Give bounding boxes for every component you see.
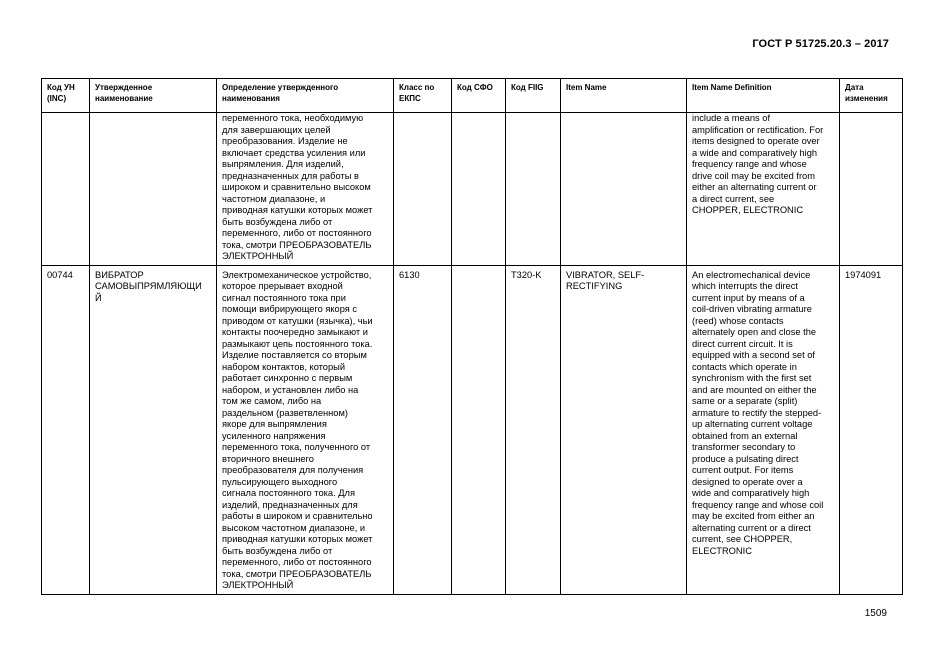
cell-date [840, 113, 903, 266]
cell-name-ru [90, 113, 217, 266]
col-header-change-date: Дата изменения [840, 79, 903, 113]
cell-item-name: VIBRATOR, SELF- RECTIFYING [561, 265, 687, 594]
document-code-header: ГОСТ Р 51725.20.3 – 2017 [752, 38, 889, 50]
cell-date: 1974091 [840, 265, 903, 594]
cell-sfo [452, 265, 506, 594]
col-header-item-name: Item Name [561, 79, 687, 113]
col-header-sfo: Код СФО [452, 79, 506, 113]
table-row [42, 113, 903, 266]
page-number: 1509 [864, 608, 887, 619]
cell-name-ru: ВИБРАТОР САМОВЫПРЯМЛЯЮЩИ Й [90, 265, 217, 594]
cell-definition-ru: Электромеханическое устройство, которое прерывает входной сигнал постоянного тока при помощи вибрирующего якоря с приводом от катушки (язычка), чьи контакты поочередно замыкают и размыкают цепь постоянного тока. Изделие поставляется со вторым набором контактов, который работает синхронно с первым набором, и установлен либо на том же самом, либо на раздельном (разветвленном) якоре для выпрямления усиленного напряжения переменного тока, полученного от вторичного внешнего преобразователя для получения пульсирующего выходного сигнала постоянного тока. Для изделий, предназначенных для работы в широком и сравнительно высоком частотном диапазоне, и приводная катушки которых может быть возбуждена либо от переменного, либо от постоянного тока, смотри ПРЕОБРАЗОВАТЕЛЬ ЭЛЕКТРОННЫЙ [217, 265, 394, 594]
cell-definition-en: include a means of amplification or rectification. For items designed to operate over a wide and comparatively high frequency range and whose drive coil may be excited from either an alternating current or a direct current, see CHOPPER, ELECTRONIC [687, 113, 840, 266]
cell-sfo [452, 113, 506, 266]
cell-class: 6130 [394, 265, 452, 594]
cell-item-name [561, 113, 687, 266]
cell-definition-en: An electromechanical device which interrupts the direct current input by means of a coil-driven vibrating armature (reed) whose contacts alternately open and close the direct current circuit. It is equipped with a second set of contacts which operate in synchronism with the first set and are mounted on either the same or a separate (split) armature to rectify the stepped- up alternating current voltage obtained from an external transformer secondary to produce a pulsating direct current output. For items designed to operate over a wide and comparatively high frequency range and whose coil may be excited from either an alternating current or a direct current, see CHOPPER, ELECTRONIC [687, 265, 840, 594]
item-names-table [41, 78, 903, 595]
cell-code: 00744 [42, 265, 90, 594]
cell-fiig [506, 113, 561, 266]
col-header-approved-name: Утвержденное наименование [90, 79, 217, 113]
col-header-item-name-definition: Item Name Definition [687, 79, 840, 113]
col-header-approved-definition: Определение утвержденного наименования [217, 79, 394, 113]
col-header-fiig: Код FIIG [506, 79, 561, 113]
col-header-code: Код УН (INC) [42, 79, 90, 113]
table-header-row [42, 79, 903, 113]
cell-fiig: T320-K [506, 265, 561, 594]
cell-definition-ru: переменного тока, необходимую для завершающих целей преобразования. Изделие не включает средства усиления или выпрямления. Для изделий, предназначенных для работы в широком и сравнительно высоком частотном диапазоне, и приводная катушки которых может быть возбуждена либо от переменного, либо от постоянного тока, смотри ПРЕОБРАЗОВАТЕЛЬ ЭЛЕКТРОННЫЙ [217, 113, 394, 266]
table-row [42, 265, 903, 594]
cell-code [42, 113, 90, 266]
col-header-class: Класс по ЕКПС [394, 79, 452, 113]
cell-class [394, 113, 452, 266]
